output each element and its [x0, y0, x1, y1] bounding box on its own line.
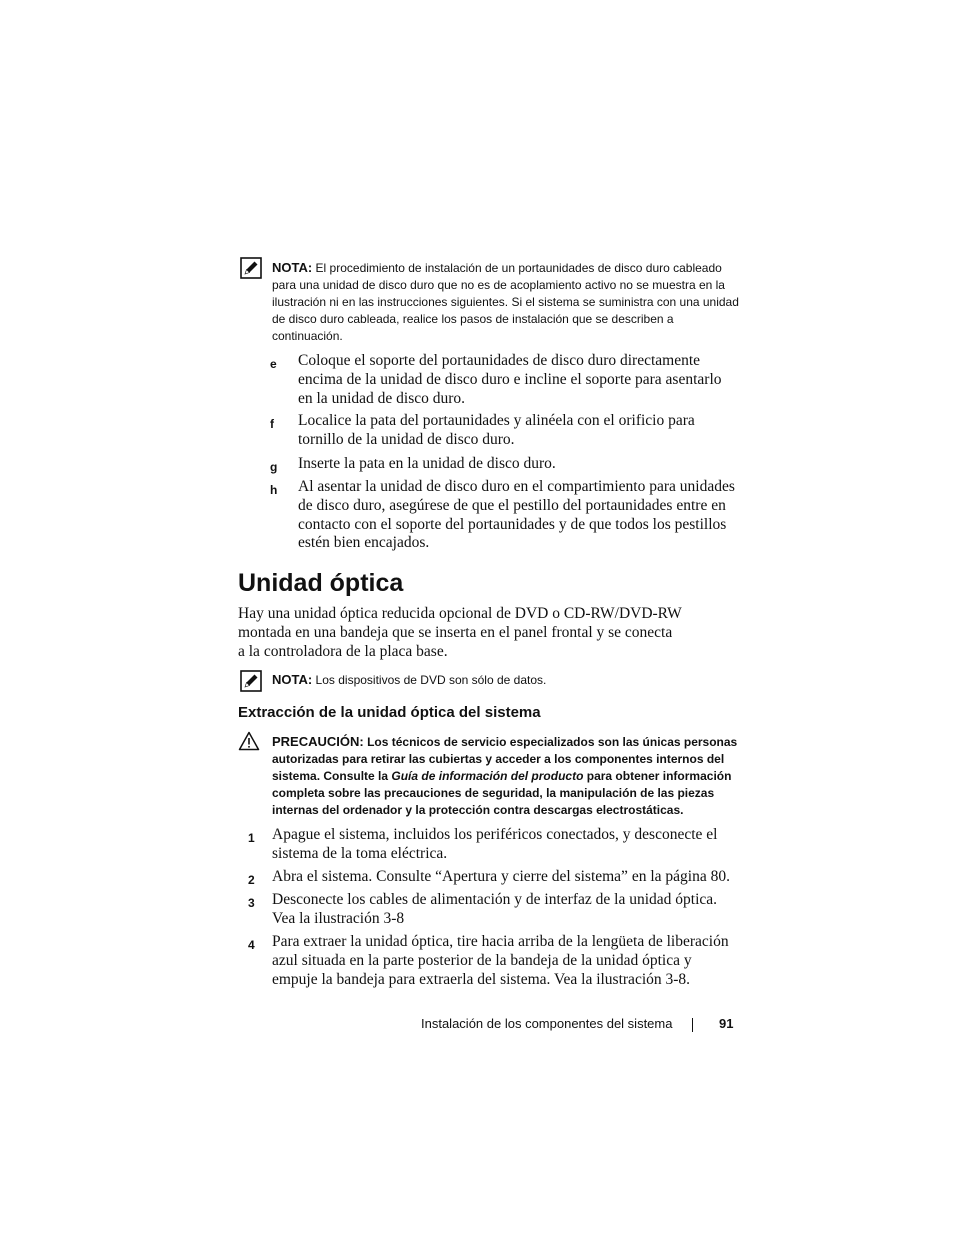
step-text: Inserte la pata en la unidad de disco duro. — [298, 455, 556, 472]
section-intro — [238, 605, 758, 661]
note-1-text: El procedimiento de instalación de un portaunidades de disco duro cableado para una unidad de disco duro que no es de acoplamiento activo no se muestra en la ilustración ni en las instrucciones siguientes. Si el sistema se suministra con una unidad de disco duro cableada, realice los pasos de instalación que se describen a continuación. — [272, 261, 739, 343]
subsection-title: Extracción de la unidad óptica del sistema — [238, 704, 541, 721]
step-text: Coloque el soporte del portaunidades de disco duro directamente encima de la unidad de disco duro e incline el soporte para asentarlo en la unidad de disco duro. — [298, 352, 722, 407]
caution-triangle-icon — [238, 731, 260, 751]
step-number: 3 — [248, 896, 255, 910]
note-pencil-icon — [240, 257, 262, 279]
note-2-label: NOTA: — [272, 672, 313, 687]
note-2-text: Los dispositivos de DVD son sólo de datos. — [315, 673, 547, 687]
section-title: Unidad óptica — [238, 569, 404, 597]
note-1-label: NOTA: — [272, 260, 313, 275]
intro-line-3: a la controladora de la placa base. — [238, 642, 448, 660]
caution-guide-title: Guía de información del producto — [391, 769, 584, 783]
step-marker: f — [270, 417, 274, 431]
step-text: Abra el sistema. Consulte “Apertura y cierre del sistema” en la página 80. — [272, 868, 730, 885]
caution — [272, 733, 742, 819]
page-number: 91 — [719, 1016, 734, 1031]
footer-chapter: Instalación de los componentes del sistema — [421, 1016, 673, 1031]
note-1 — [272, 259, 744, 345]
step-text: Desconecte los cables de alimentación y de interfaz de la unidad óptica. Vea la ilustración 3-8 — [272, 891, 718, 927]
step-marker: g — [270, 460, 278, 474]
step-marker: h — [270, 483, 278, 497]
step-text: Al asentar la unidad de disco duro en el compartimiento para unidades de disco duro, asegúrese de que el pestillo del portaunidades entre en contacto con el soporte del portaunidades y de que todos los pestillos estén bien encajados. — [298, 478, 735, 552]
intro-line-1: Hay una unidad óptica reducida opcional de DVD o CD-RW/DVD-RW — [238, 605, 682, 622]
step-number: 4 — [248, 938, 255, 952]
caution-label: PRECAUCIÓN: — [272, 734, 364, 749]
caution-text-after: para obtener información completa sobre las precauciones de seguridad, la manipulación de las piezas internas del ordenador y la protección contra descargas electrostáticas. — [272, 769, 732, 817]
note-pencil-icon — [240, 670, 262, 692]
step-text: Localice la pata del portaunidades y alinéela con el orificio para tornillo de la unidad de disco duro. — [298, 412, 695, 448]
caution-text-before: Los técnicos de servicio especializados son las únicas personas autorizadas para retirar las cubiertas y acceder a los componentes internos del sistema. Consulte la — [272, 735, 738, 783]
step-text: Apague el sistema, incluidos los periféricos conectados, y desconecte el sistema de la toma eléctrica. — [272, 826, 718, 862]
intro-line-2: montada en una bandeja que se inserta en el panel frontal y se conecta — [238, 623, 673, 641]
step-number: 1 — [248, 831, 255, 845]
step-number: 2 — [248, 873, 255, 887]
footer-separator — [692, 1018, 693, 1032]
step-marker: e — [270, 357, 277, 371]
step-text: Para extraer la unidad óptica, tire hacia arriba de la lengüeta de liberación azul situada en la parte posterior de la bandeja de la unidad óptica y empuje la bandeja para extraerla del sistema. Vea la ilustración 3-8. — [272, 933, 729, 988]
note-2 — [272, 671, 744, 689]
